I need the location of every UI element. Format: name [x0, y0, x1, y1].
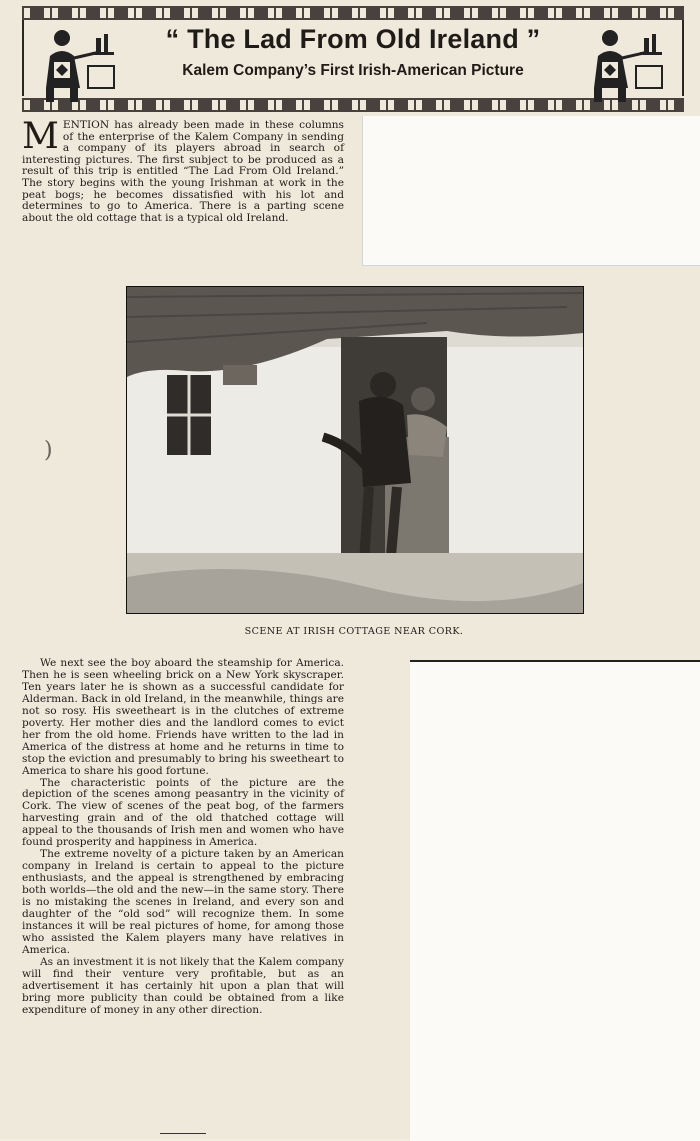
drop-cap: M: [22, 116, 59, 157]
end-rule-divider: [160, 1133, 206, 1134]
intro-text: ENTION has already been made in these columns of the enterprise of the Kalem Company in sending a company of its players abroad in search of interesting pictures. The first subject to be produced as a result of this trip is entitled “The Lad From Old Ireland.” The story begins with the young Irishman at work in the peat bogs; he becomes dissatisfied with his lot and determines to go to America. There is a parting scene about the old cottage that is a typical old Ireland.: [22, 119, 344, 224]
body-paragraph: As an investment it is not likely that the Kalem company will find their venture very profitable, but as an advertisement it has certainly hit upon a plan that will bring more publicity than could be obtained from a like expenditure of money in any other direction.: [22, 955, 344, 1016]
article-subtitle: Kalem Company’s First Irish-American Picture: [182, 62, 524, 79]
cottage-scene-image: [127, 287, 583, 613]
cottage-photograph: [126, 286, 584, 614]
margin-bracket-mark: ): [44, 438, 53, 463]
intro-paragraph: [22, 116, 344, 224]
ornamental-border-bottom: [22, 98, 684, 112]
article-title: “ The Lad From Old Ireland ”: [165, 24, 541, 54]
header-banner: [22, 6, 684, 110]
blank-margin-top: [362, 116, 700, 266]
body-paragraph: We next see the boy aboard the steamship for America. Then he is seen wheeling brick on a New York skyscraper. Ten years later he is shown as a successful candidate for Alderman. Back in old Ireland, in the meanwhile, things are not so rosy. His sweetheart is in the clutches of extreme poverty. Her mother dies and the landlord comes to evict her from the old home. Friends have written to the lad in America of the distress at home and he returns in time to stop the eviction and presumably to bring his sweetheart to America to share his good fortune.: [22, 657, 344, 777]
blank-margin-bottom: [410, 660, 700, 1141]
ornamental-border-top: [22, 6, 684, 20]
waitress-vignette-icon: [588, 22, 668, 104]
body-paragraph: The extreme novelty of a picture taken by an American company in Ireland is certain to appeal to the picture enthusiasts, and the appeal is strengthened by embracing both worlds—the old and the new—in the same story. There is no mistaking the scenes in Ireland, and every son and daughter of the “old sod” will recognize them. In some instances it will be real pictures of home, for among those who assisted the Kalem players many have relatives in America.: [22, 848, 344, 956]
body-paragraph: The characteristic points of the picture are the depiction of the scenes among peasantry in the vicinity of Cork. The view of scenes of the peat bog, of the farmers harvesting grain and of the old thatched cottage will appeal to the thousands of Irish men and women who have found prosperity and happiness in America.: [22, 776, 344, 849]
article-body: [22, 658, 344, 1017]
photo-caption: SCENE AT IRISH COTTAGE NEAR CORK.: [244, 626, 464, 637]
